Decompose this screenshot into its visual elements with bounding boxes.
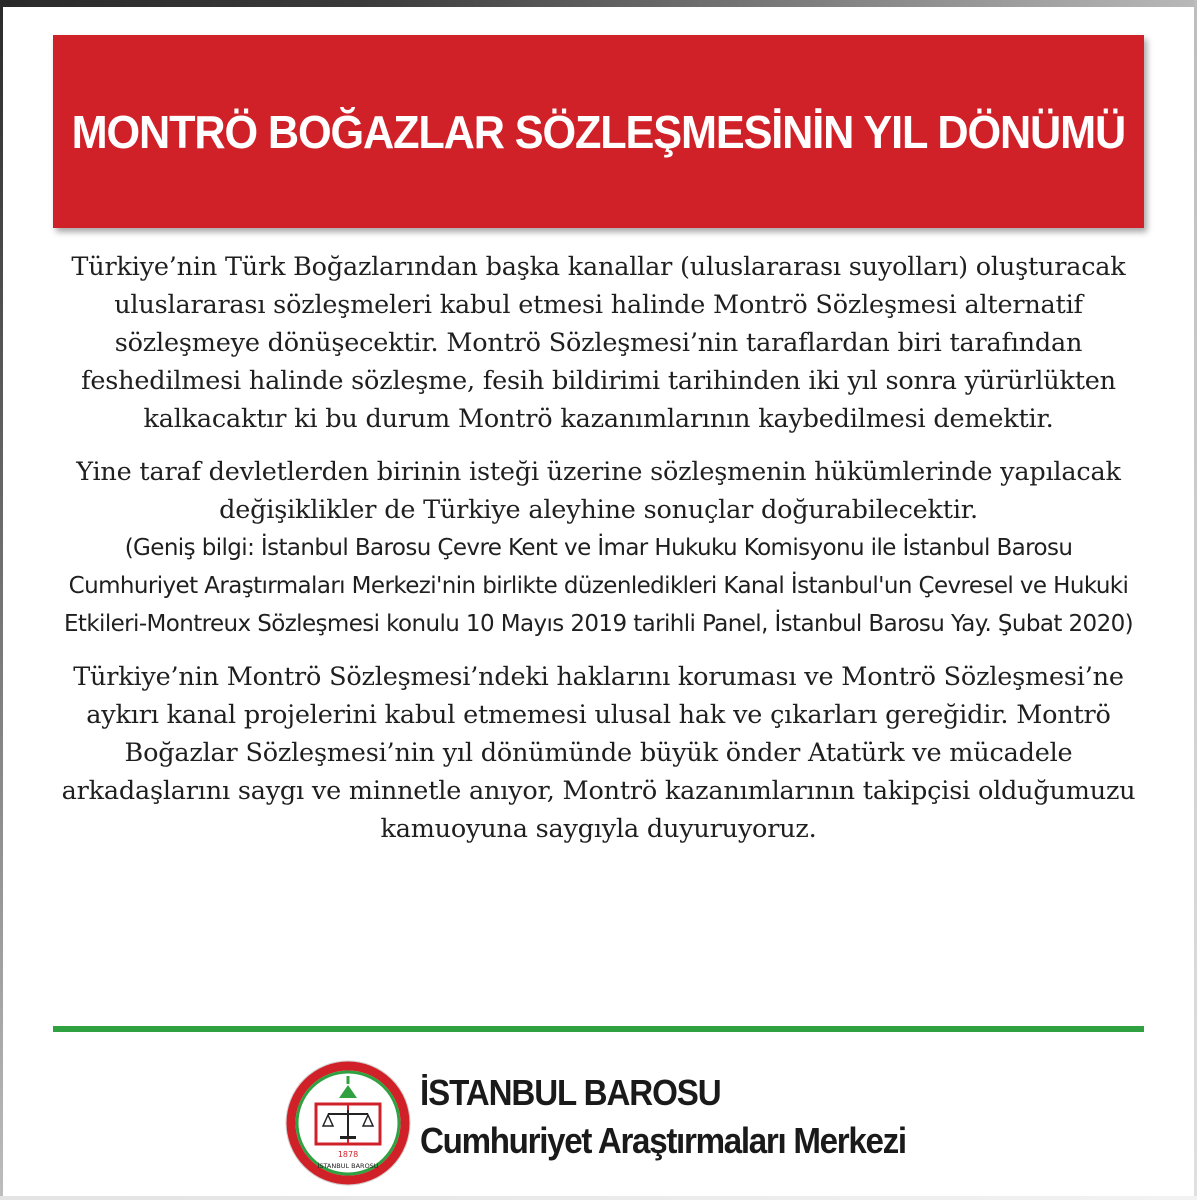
paragraph-3: Türkiye’nin Montrö Sözleşmesi’ndeki haklarını koruması ve Montrö Sözleşmesi’ne aykırı kanal projelerini kabul etmemesi ulusal hak ve çıkarları gereğidir. Montrö Boğazlar Sözleşmesi’nin yıl dönümünde büyük önder Atatürk ve mücadele arkadaşlarını saygı ve minnetle anıyor, Montrö kazanımlarının takipçisi olduğumuzu kamuoyuna saygıyla duyuruyoruz. — [61, 662, 1136, 844]
page-title: MONTRÖ BOĞAZLAR SÖZLEŞMESİNİN YIL DÖNÜMÜ — [71, 105, 1126, 158]
title-banner — [53, 35, 1144, 228]
divider — [53, 1026, 1144, 1032]
paragraph-1: Türkiye’nin Türk Boğazlarından başka kanallar (uluslararası suyolları) oluşturacak uluslararası sözleşmeleri kabul etmesi halinde Montrö Sözleşmesi alternatif sözleşmeye dönüşecektir. Montrö Sözleşmesi’nin taraflardan biri tarafından feshedilmesi halinde sözleşme, fesih bildirimi tarihinden iki yıl sonra yürürlükten kalkacaktır ki bu durum Montrö kazanımlarının kaybedilmesi demektir. — [71, 252, 1126, 434]
frame-top-border — [0, 0, 1197, 7]
organization-name: İSTANBUL BAROSU — [420, 1072, 721, 1113]
reference-note: (Geniş bilgi: İstanbul Barosu Çevre Kent ve İmar Hukuku Komisyonu ile İstanbul Barosu Cumhuriyet Araştırmaları Merkezi'nin birlikte düzenledikleri Kanal İstanbul'un Çevresel ve Hukuki Etkileri-Montreux Sözleşmesi konulu 10 Mayıs 2019 tarihli Panel, İstanbul Barosu Yay. Şubat 2020) — [63, 535, 1134, 637]
frame-bottom-border — [0, 1196, 1197, 1200]
logo-text: İSTANBUL BAROSU — [317, 1162, 379, 1170]
logo-year: 1878 — [337, 1150, 359, 1159]
organization-subtitle: Cumhuriyet Araştırmaları Merkezi — [420, 1120, 906, 1161]
frame-left-border — [0, 0, 3, 1200]
paragraph-2: Yine taraf devletlerden birinin isteği üzerine sözleşmenin hükümlerinde yapılacak değişiklikler de Türkiye aleyhine sonuçlar doğurabilecektir. — [76, 457, 1121, 525]
bar-association-logo — [283, 1058, 413, 1188]
announcement-body — [60, 248, 1137, 848]
